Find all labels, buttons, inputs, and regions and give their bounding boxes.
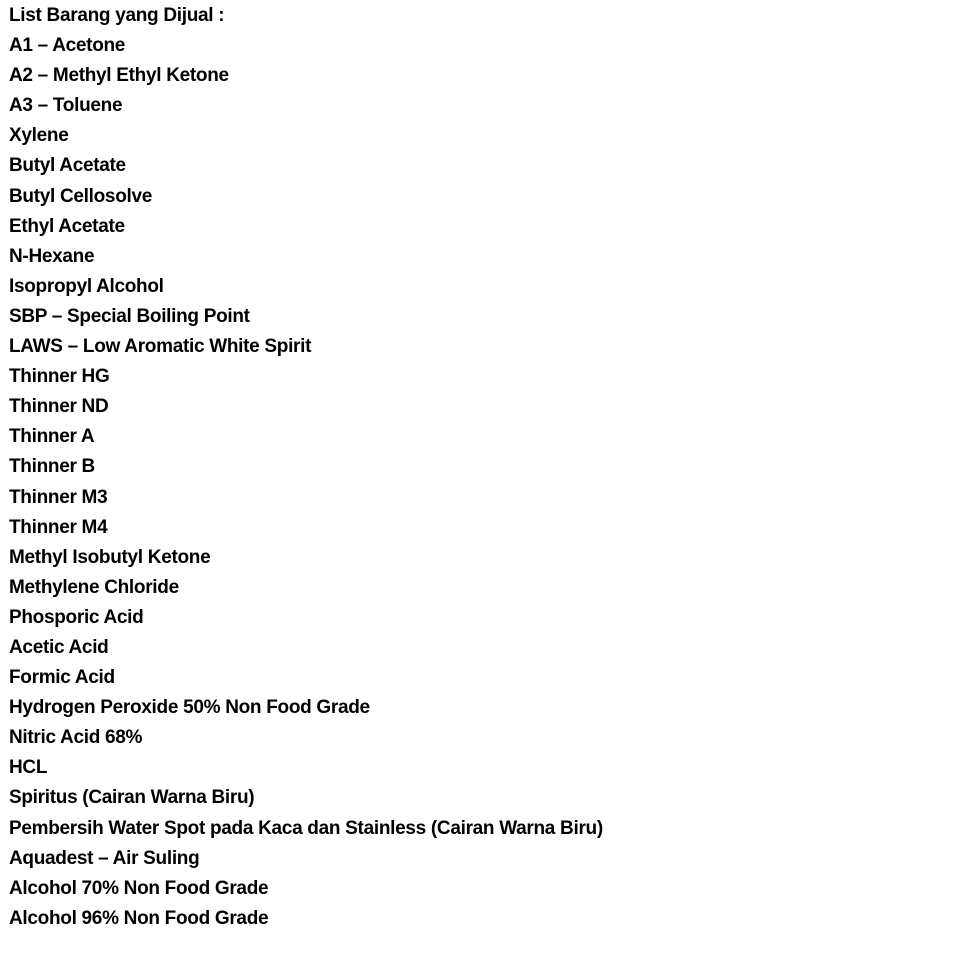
list-item: Isopropyl Alcohol [9,275,164,297]
list-item: Spiritus (Cairan Warna Biru) [9,787,255,809]
list-item: Ethyl Acetate [9,215,125,237]
list-item: Alcohol 70% Non Food Grade [9,877,269,899]
list-item: HCL [9,757,48,779]
list-item: N-Hexane [9,245,95,267]
list-item: Aquadest – Air Suling [9,847,200,869]
list-item: Methylene Chloride [9,576,179,598]
list-item: LAWS – Low Aromatic White Spirit [9,336,312,358]
list-item: Formic Acid [9,667,115,689]
product-list [9,31,960,934]
list-item: Acetic Acid [9,636,109,658]
list-item: A1 – Acetone [9,35,126,57]
list-item: Thinner M4 [9,516,108,538]
list-item: Xylene [9,125,69,147]
list-item: Thinner M3 [9,486,108,508]
list-item: Nitric Acid 68% [9,727,143,749]
list-item: Pembersih Water Spot pada Kaca dan Stainless (Cairan Warna Biru) [9,817,603,839]
list-item: Butyl Cellosolve [9,185,153,207]
list-title: List Barang yang Dijual : [9,5,225,26]
list-item: Thinner A [9,426,95,448]
list-item: A2 – Methyl Ethyl Ketone [9,65,229,87]
list-item: Thinner HG [9,366,110,388]
list-item: Thinner B [9,456,95,478]
list-item: Methyl Isobutyl Ketone [9,546,211,568]
list-item: Hydrogen Peroxide 50% Non Food Grade [9,697,370,719]
list-item: Butyl Acetate [9,155,126,177]
list-item: A3 – Toluene [9,95,123,117]
list-item: Alcohol 96% Non Food Grade [9,907,269,929]
list-item: Phosporic Acid [9,606,144,628]
list-item: Thinner ND [9,396,109,418]
list-item: SBP – Special Boiling Point [9,305,250,327]
